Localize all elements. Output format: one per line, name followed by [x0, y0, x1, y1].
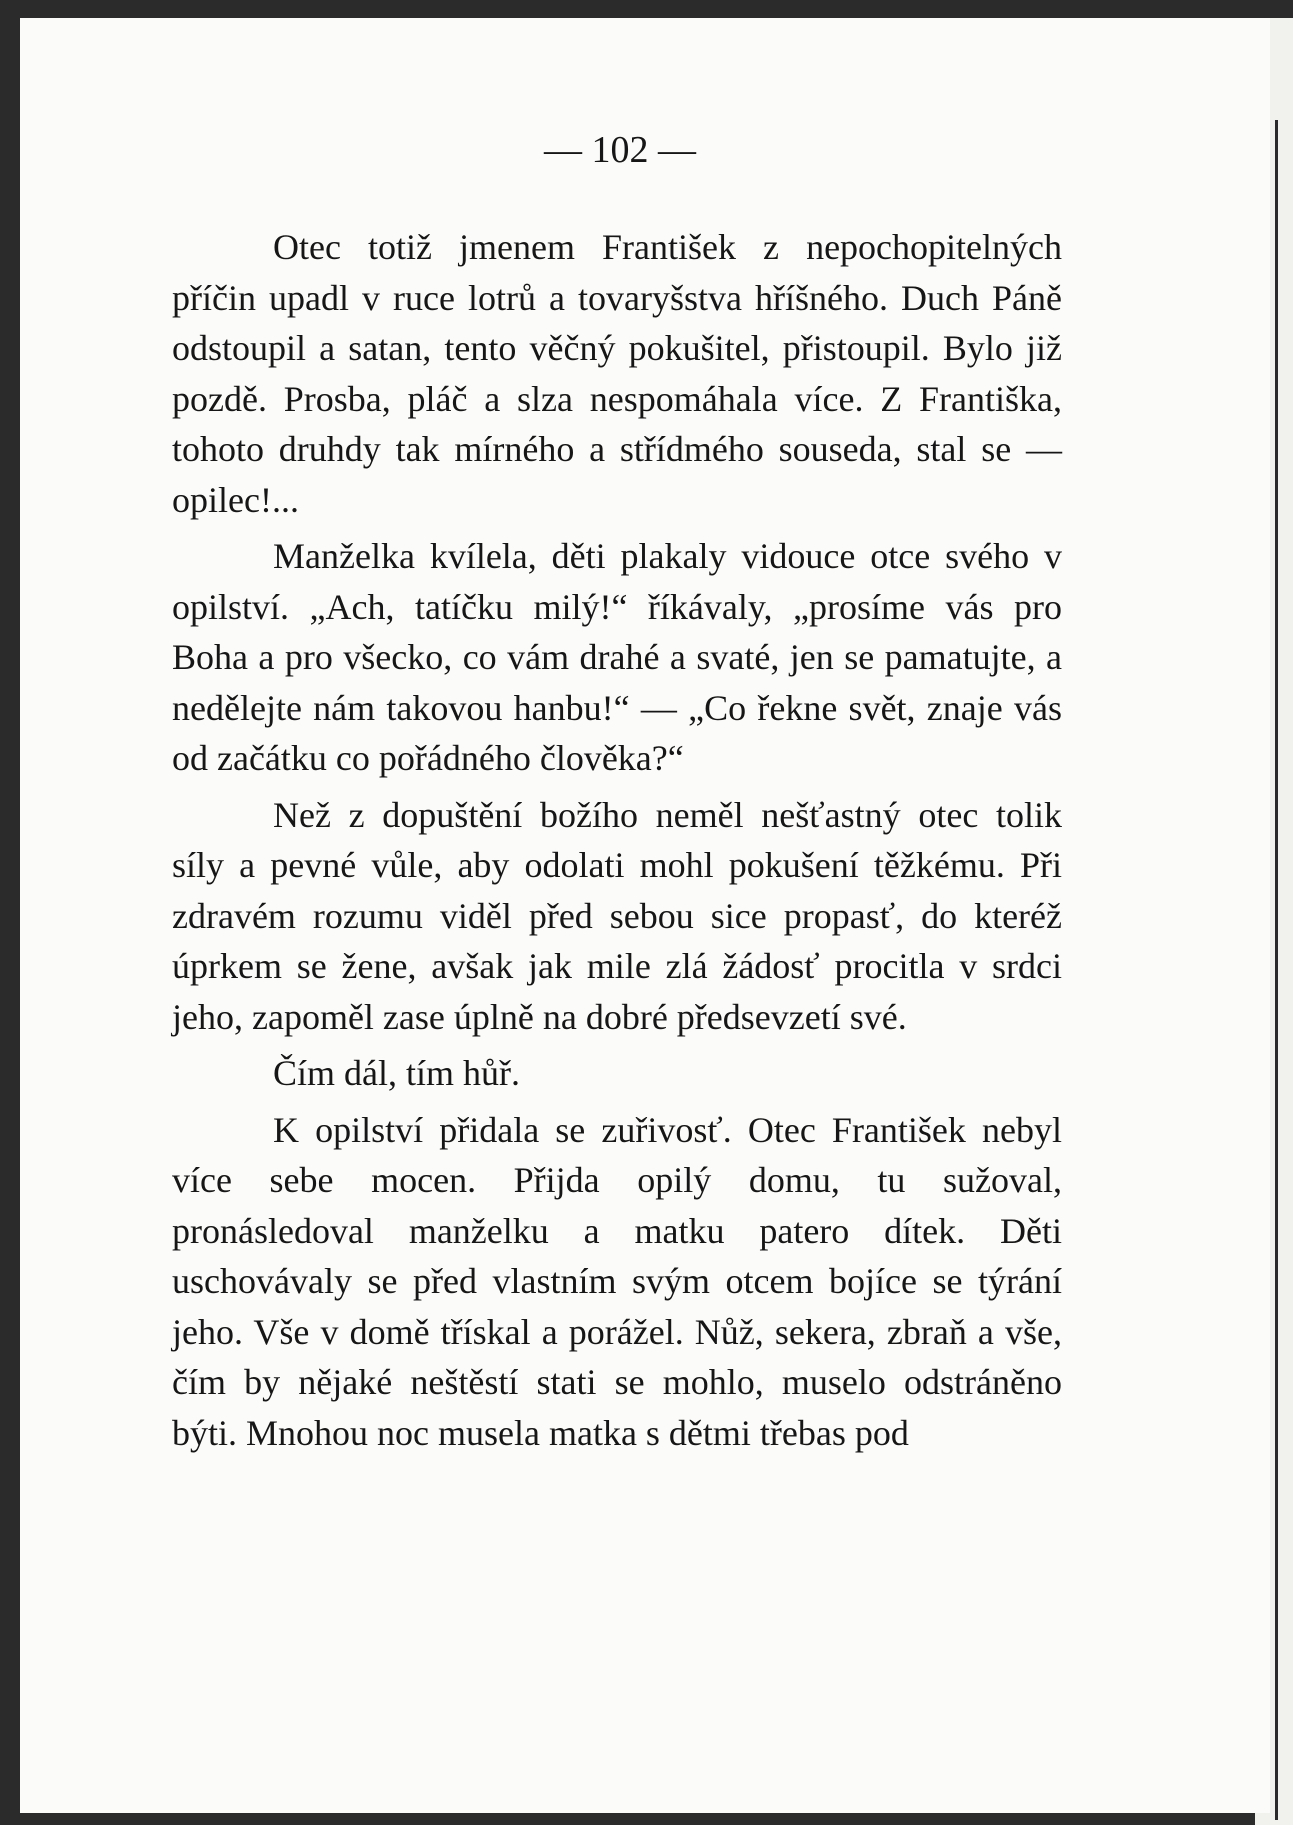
binding-edge-line — [1275, 120, 1278, 1820]
book-page — [20, 18, 1270, 1813]
paragraph-1: Otec totiž jmenem František z nepochopitelných příčin upadl v ruce lotrů a tovaryšstva hříšného. Duch Páně odstoupil a satan, tento věčný pokušitel, přistoupil. Bylo již pozdě. Prosba, pláč a slza nespomáhala více. Z Františka, tohoto druhdy tak mírného a střídmého souseda, stal se — opilec!... — [172, 227, 1062, 520]
paragraph-5: K opilství přidala se zuřivosť. Otec František nebyl více sebe mocen. Přijda opilý domu, tu sužoval, pronásledoval manželku a matku patero dítek. Děti uschovávaly se před vlastním svým otcem bojíce se týrání jeho. Vše v domě třískal a porážel. Nůž, sekera, zbraň a vše, čím by nějaké neštěstí stati se mohlo, muselo odstráněno býti. Mnohou noc musela matka s dětmi třebas pod — [172, 1109, 1062, 1453]
paragraph-2: Manželka kvílela, děti plakaly vidouce otce svého v opilství. „Ach, tatíčku milý!“ říkávaly, „prosíme vás pro Boha a pro všecko, co vám drahé a svaté, jen se pamatujte, a nedělejte nám takovou hanbu!“ — „Co řekne svět, znaje vás od začátku co pořádného člověka?“ — [172, 536, 1062, 778]
page-number: — 102 — — [544, 129, 696, 171]
paragraph-4: Čím dál, tím hůř. — [273, 1053, 520, 1093]
paragraph-3: Než z dopuštění božího neměl nešťastný otec tolik síly a pevné vůle, aby odolati mohl pokušení těžkému. Při zdravém rozumu viděl před sebou sice propasť, do kteréž úprkem se žene, avšak jak mile zlá žádosť procitla v srdci jeho, zapoměl zase úplně na dobré předsevzetí své. — [172, 794, 1062, 1037]
body-text — [172, 222, 1062, 1464]
